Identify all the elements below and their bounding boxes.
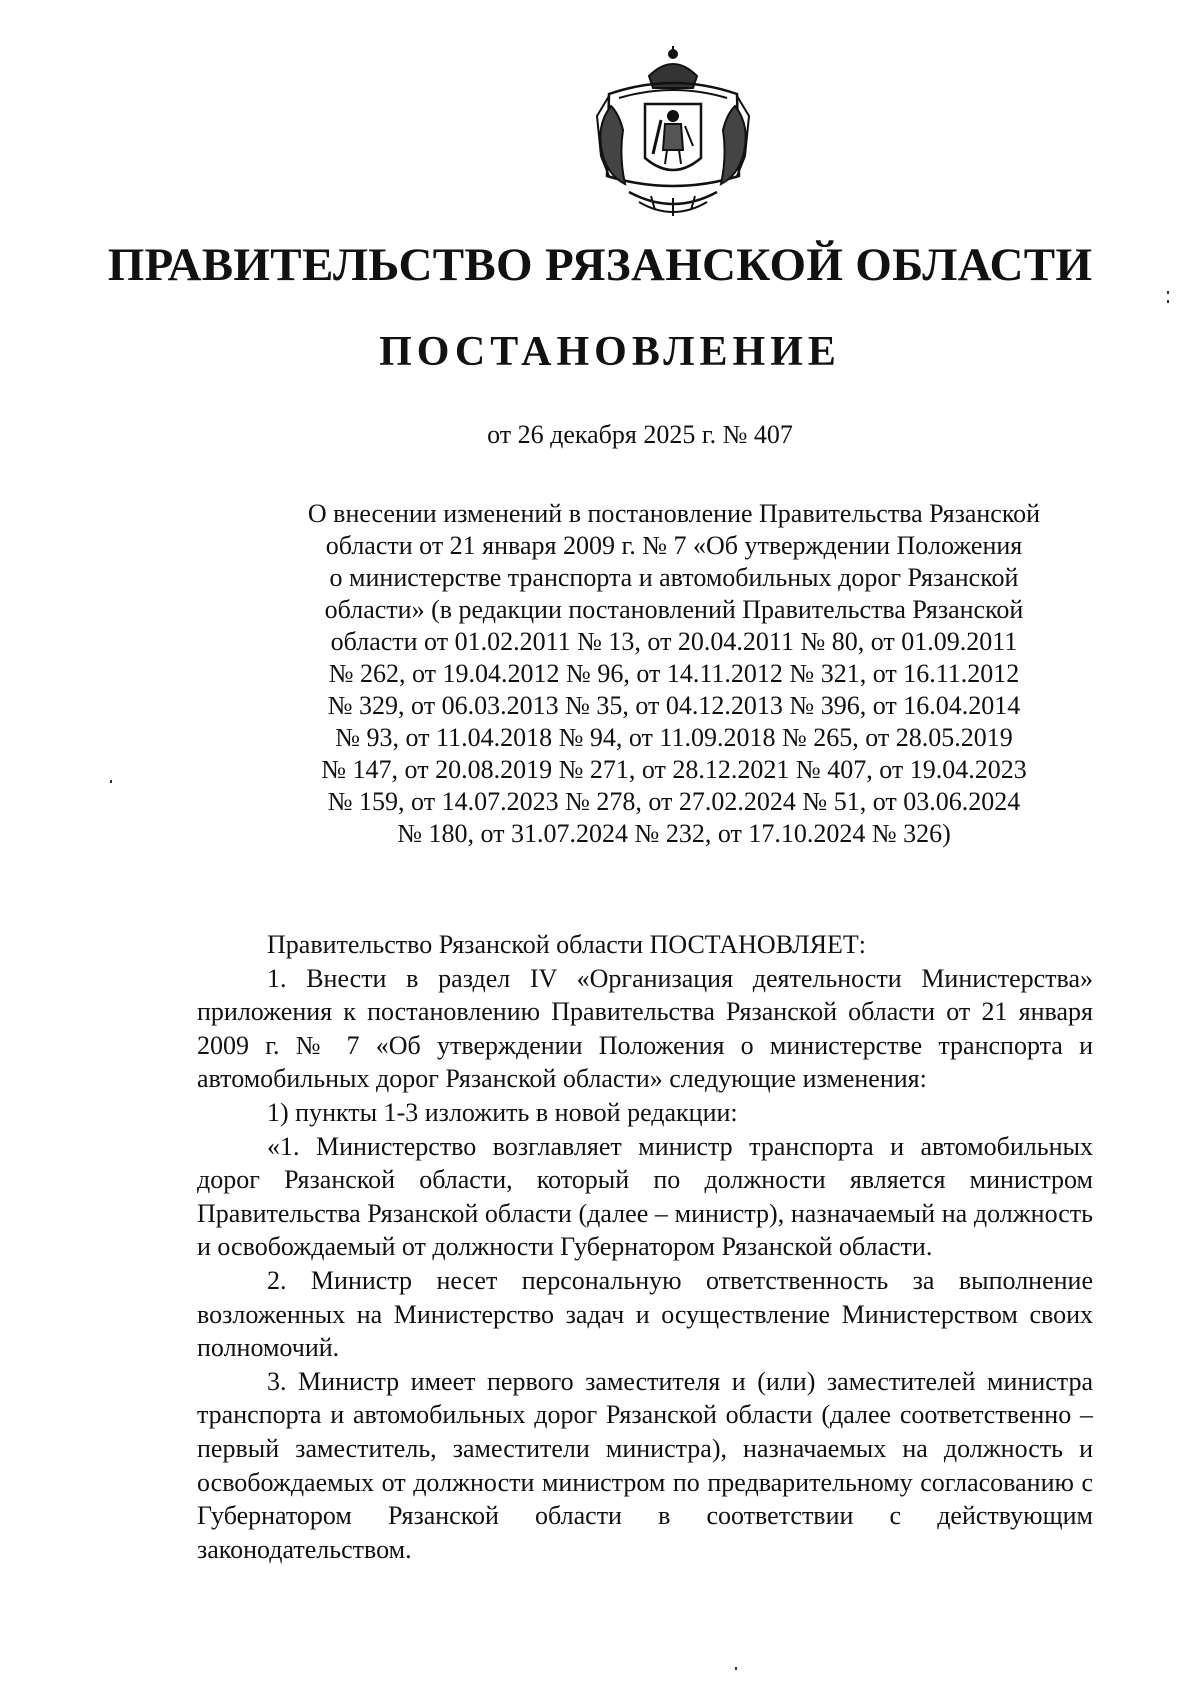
government-title: ПРАВИТЕЛЬСТВО РЯЗАНСКОЙ ОБЛАСТИ [107, 239, 1093, 291]
document-subject [264, 498, 1084, 850]
body-paragraph: 3. Министр имеет первого заместителя и (или) заместителей министра транспорта и автомобильных дорог Рязанской области (далее соответственно – первый заместитель, заместители министра), назначаемых на должность и освобождаемых от должности министром по предварительному согласованию с Губернатором Рязанской области в соответствии с действующим законодательством. [197, 1366, 1093, 1564]
subject-line: О внесении изменений в постановление Правительства Рязанской [307, 499, 1041, 528]
subject-line: о министерстве транспорта и автомобильных дорог Рязанской [329, 563, 1019, 592]
document-body [197, 928, 1093, 1566]
document-type-heading: ПОСТАНОВЛЕНИЕ [379, 329, 841, 375]
scan-speck [110, 780, 112, 783]
scan-speck [1167, 300, 1169, 303]
body-paragraph: 2. Министр несет персональную ответственность за выполнение возложенных на Министерство задач и осуществление Министерством своих полномочий. [197, 1265, 1093, 1363]
subject-line: № 262, от 19.04.2012 № 96, от 14.11.2012 № 321, от 16.11.2012 [328, 659, 1020, 688]
subject-line: № 329, от 06.03.2013 № 35, от 04.12.2013 № 396, от 16.04.2014 [327, 691, 1021, 720]
subject-line: № 147, от 20.08.2019 № 271, от 28.12.2021 № 407, от 19.04.2023 [321, 755, 1027, 784]
subject-line: № 180, от 31.07.2024 № 232, от 17.10.2024 № 326) [397, 819, 951, 848]
body-paragraph: 1) пункты 1-3 изложить в новой редакции: [267, 1097, 738, 1127]
subject-line: области от 21 января 2009 г. № 7 «Об утверждении Положения [325, 531, 1023, 560]
subject-line: № 93, от 11.04.2018 № 94, от 11.09.2018 № 265, от 28.05.2019 [335, 723, 1013, 752]
body-paragraph: 1. Внести в раздел IV «Организация деятельности Министерства» приложения к постановлению Правительства Рязанской области от 21 января 2009 г. № 7 «Об утверждении Положения о министерстве транспорта и автомобильных дорог Рязанской области» следующие изменения: [197, 963, 1093, 1094]
document-date-number: от 26 декабря 2025 г. № 407 [487, 420, 793, 449]
scan-speck [1167, 291, 1169, 294]
subject-line: области от 01.02.2011 № 13, от 20.04.2011 № 80, от 01.09.2011 [330, 627, 1018, 656]
scan-speck [735, 1667, 737, 1670]
coat-of-arms-icon [589, 46, 757, 224]
body-paragraph: «1. Министерство возглавляет министр транспорта и автомобильных дорог Рязанской области, который по должности является министром Правительства Рязанской области (далее – министр), назначаемый на должность и освобождаемый от должности Губернатором Рязанской области. [197, 1131, 1093, 1262]
body-paragraph: Правительство Рязанской области ПОСТАНОВЛЯЕТ: [267, 930, 867, 959]
subject-line: области» (в редакции постановлений Правительства Рязанской [324, 595, 1024, 624]
subject-line: № 159, от 14.07.2023 № 278, от 27.02.2024 № 51, от 03.06.2024 [327, 787, 1021, 816]
